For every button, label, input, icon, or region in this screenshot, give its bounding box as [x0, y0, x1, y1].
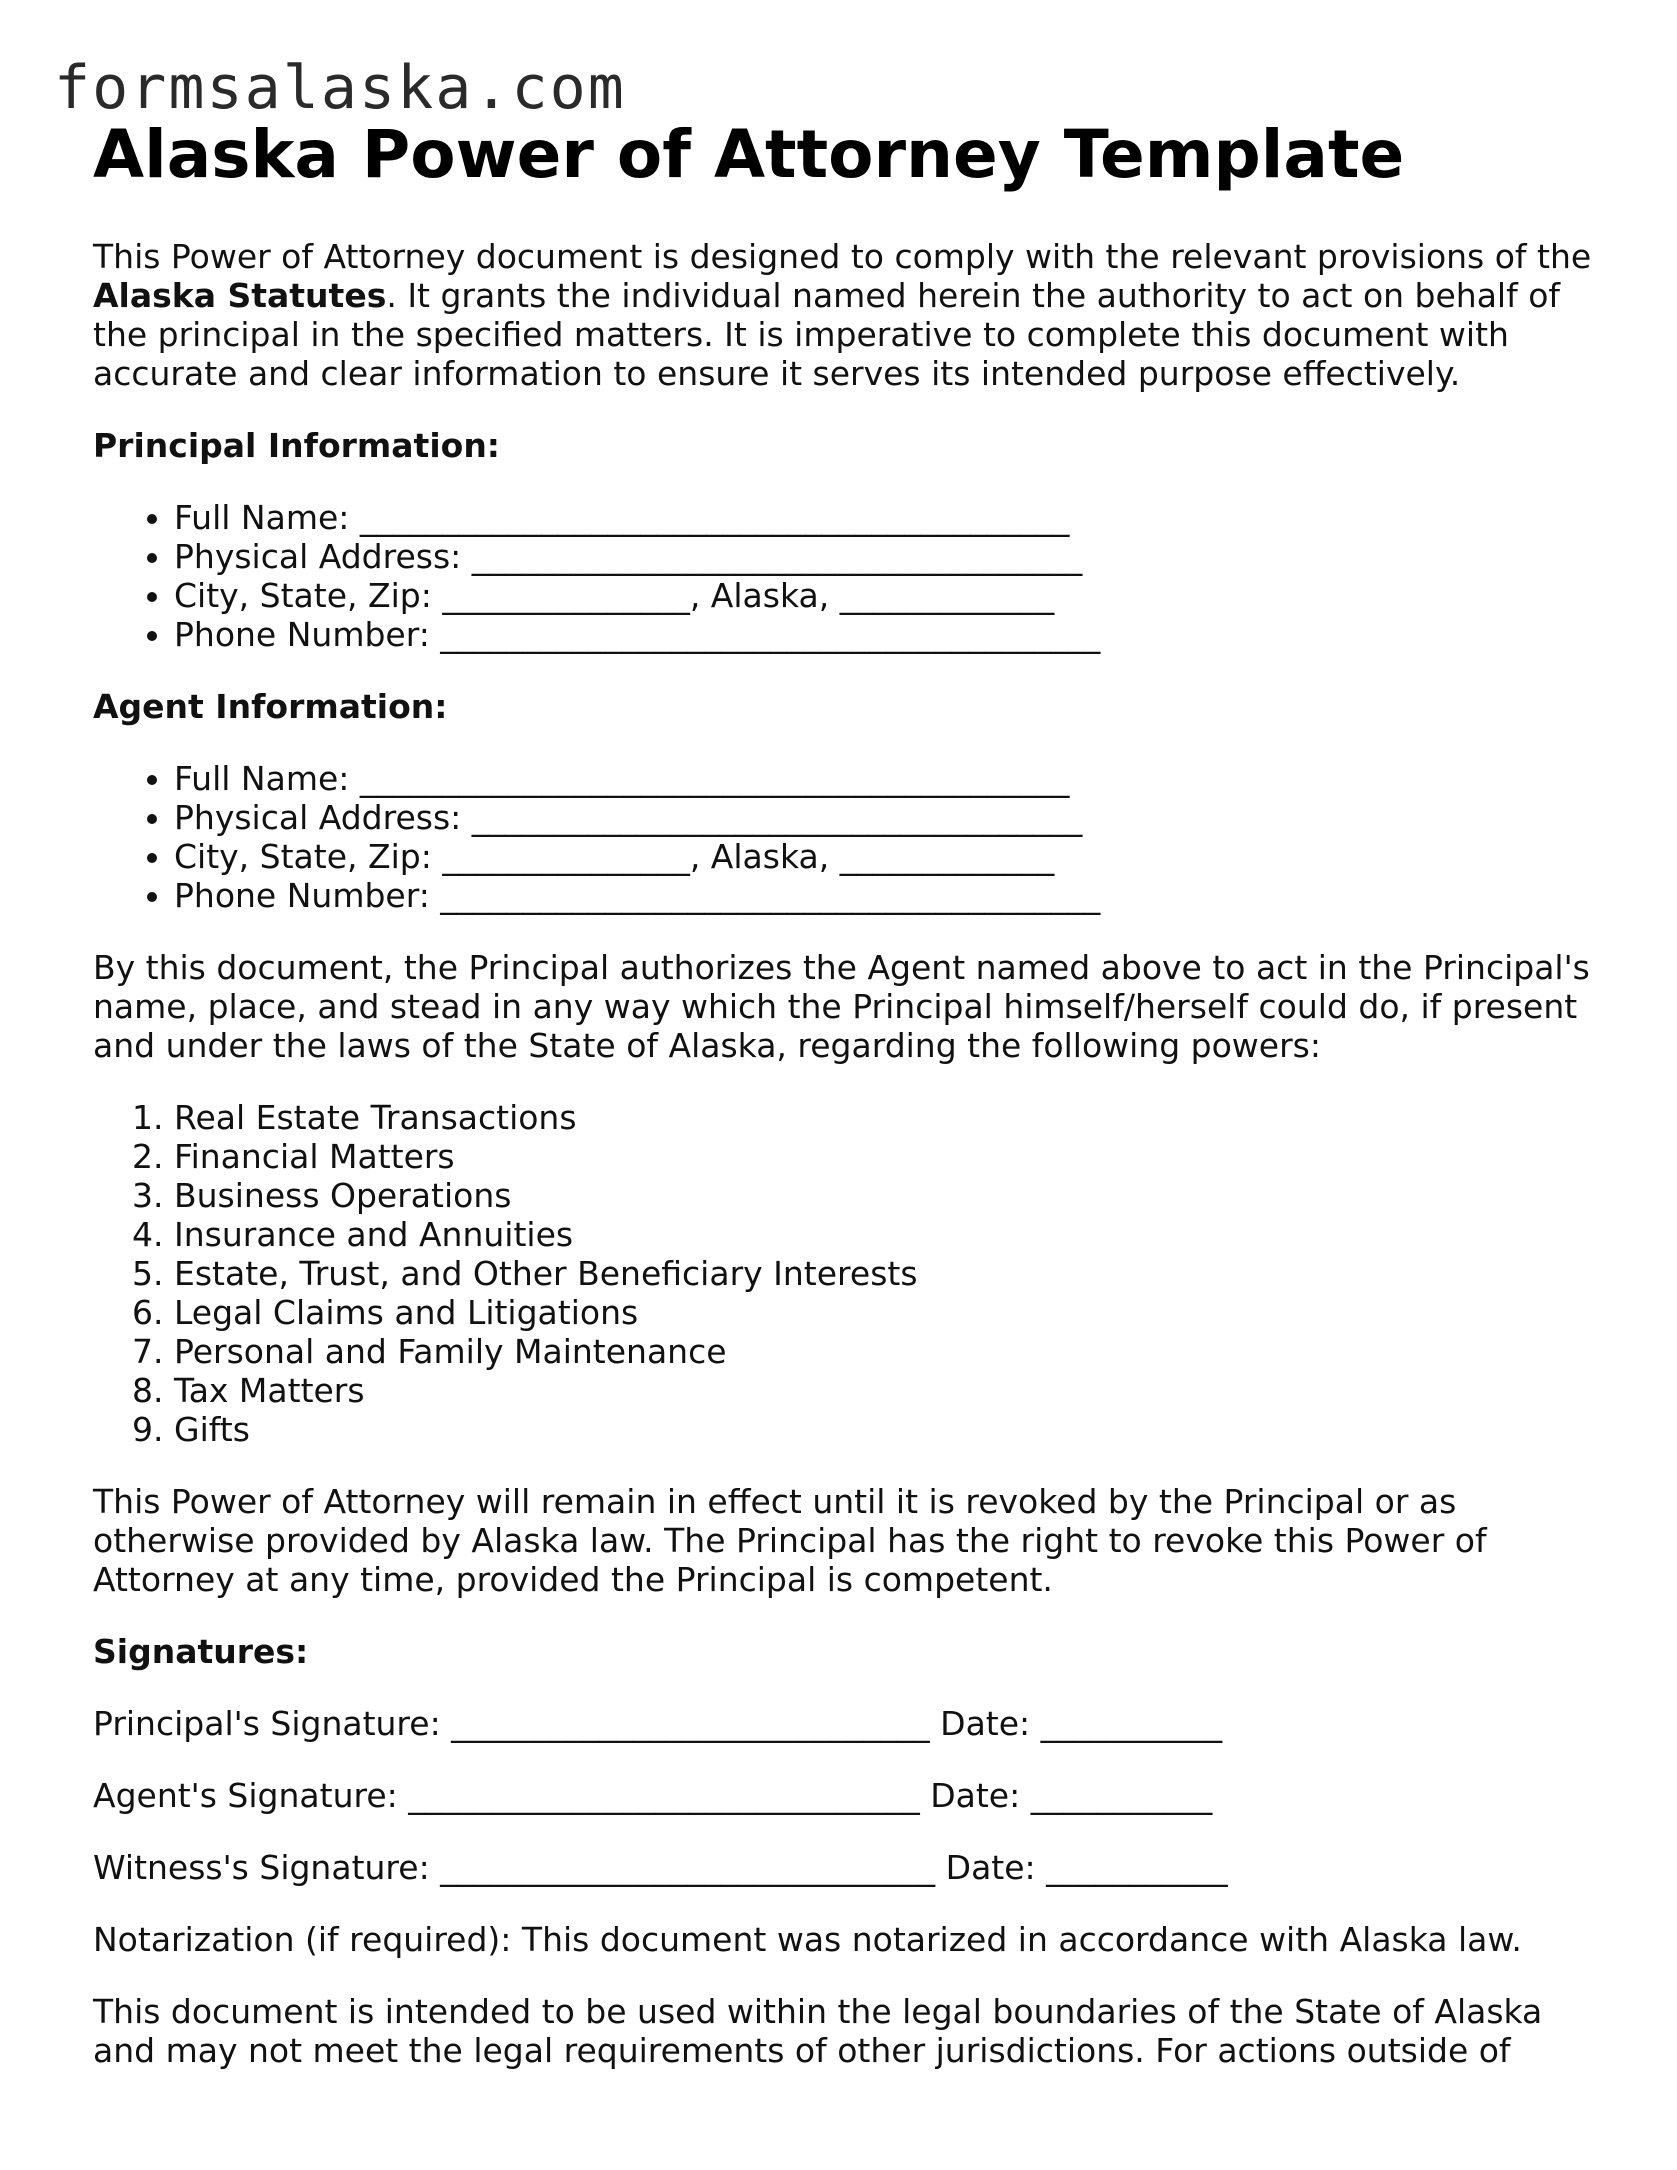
agent-address-field[interactable]: • Physical Address: _____________________________________ [174, 798, 1593, 837]
principal-signature-line[interactable]: Principal's Signature: _____________________________ Date: ___________ [93, 1704, 1223, 1743]
agent-heading: Agent Information: [93, 687, 448, 726]
power-item: 8. Tax Matters [174, 1371, 1593, 1410]
principal-phone-field[interactable]: • Phone Number: ________________________________________ [174, 615, 1593, 654]
agent-full-name-field[interactable]: • Full Name: ___________________________________________ [174, 759, 1593, 798]
intro-paragraph [93, 237, 1593, 393]
power-item: 4. Insurance and Annuities [174, 1215, 1593, 1254]
power-item: 6. Legal Claims and Litigations [174, 1293, 1593, 1332]
power-item: 5. Estate, Trust, and Other Beneficiary Interests [174, 1254, 1593, 1293]
power-item: 9. Gifts [174, 1410, 1593, 1449]
signatures-heading: Signatures: [93, 1632, 309, 1671]
duration-paragraph: This Power of Attorney will remain in effect until it is revoked by the Principal or as otherwise provided by Alaska law. The Principal has the right to revoke this Power of Attorney at any time, provided the Principal is competent. [93, 1482, 1487, 1599]
witness-signature-line[interactable]: Witness's Signature: ______________________________ Date: ___________ [93, 1848, 1228, 1887]
closing-paragraph: This document is intended to be used within the legal boundaries of the State of Alaska and may not meet the legal requirements of other jurisdictions. For actions outside of [93, 1992, 1543, 2070]
principal-full-name-field[interactable]: • Full Name: ___________________________________________ [174, 498, 1593, 537]
intro-text-2: . It grants the individual named herein the authority to act on behalf of the principal in the specified matters. It is imperative to complete this document with accurate and clear information to ensure it serves its intended purpose effectively. [93, 276, 1561, 393]
intro-text-1: This Power of Attorney document is designed to comply with the relevant provisions of the [93, 237, 1592, 276]
principal-heading: Principal Information: [93, 426, 501, 465]
power-item: 3. Business Operations [174, 1176, 1593, 1215]
site-watermark: formsalaska.com [54, 53, 626, 123]
power-item: 2. Financial Matters [174, 1137, 1593, 1176]
agent-phone-field[interactable]: • Phone Number: ________________________________________ [174, 876, 1593, 915]
agent-fields-list [93, 759, 1593, 915]
power-item: 1. Real Estate Transactions [174, 1098, 1593, 1137]
agent-city-state-zip-field[interactable]: • City, State, Zip: _______________, Alaska, _____________ [174, 837, 1593, 876]
agent-signature-line[interactable]: Agent's Signature: _______________________________ Date: ___________ [93, 1776, 1213, 1815]
notarization-paragraph: Notarization (if required): This document was notarized in accordance with Alaska law. [93, 1920, 1522, 1959]
intro-bold-statutes: Alaska Statutes [93, 276, 387, 315]
authorization-paragraph: By this document, the Principal authorizes the Agent named above to act in the Principal's name, place, and stead in any way which the Principal himself/herself could do, if present and under the laws of the State of Alaska, regarding the following powers: [93, 948, 1590, 1065]
document-title: Alaska Power of Attorney Template [93, 116, 1405, 193]
document-page [93, 115, 1593, 2070]
powers-list [93, 1098, 1593, 1449]
principal-address-field[interactable]: • Physical Address: _____________________________________ [174, 537, 1593, 576]
principal-city-state-zip-field[interactable]: • City, State, Zip: _______________, Alaska, _____________ [174, 576, 1593, 615]
power-item: 7. Personal and Family Maintenance [174, 1332, 1593, 1371]
principal-fields-list [93, 498, 1593, 654]
